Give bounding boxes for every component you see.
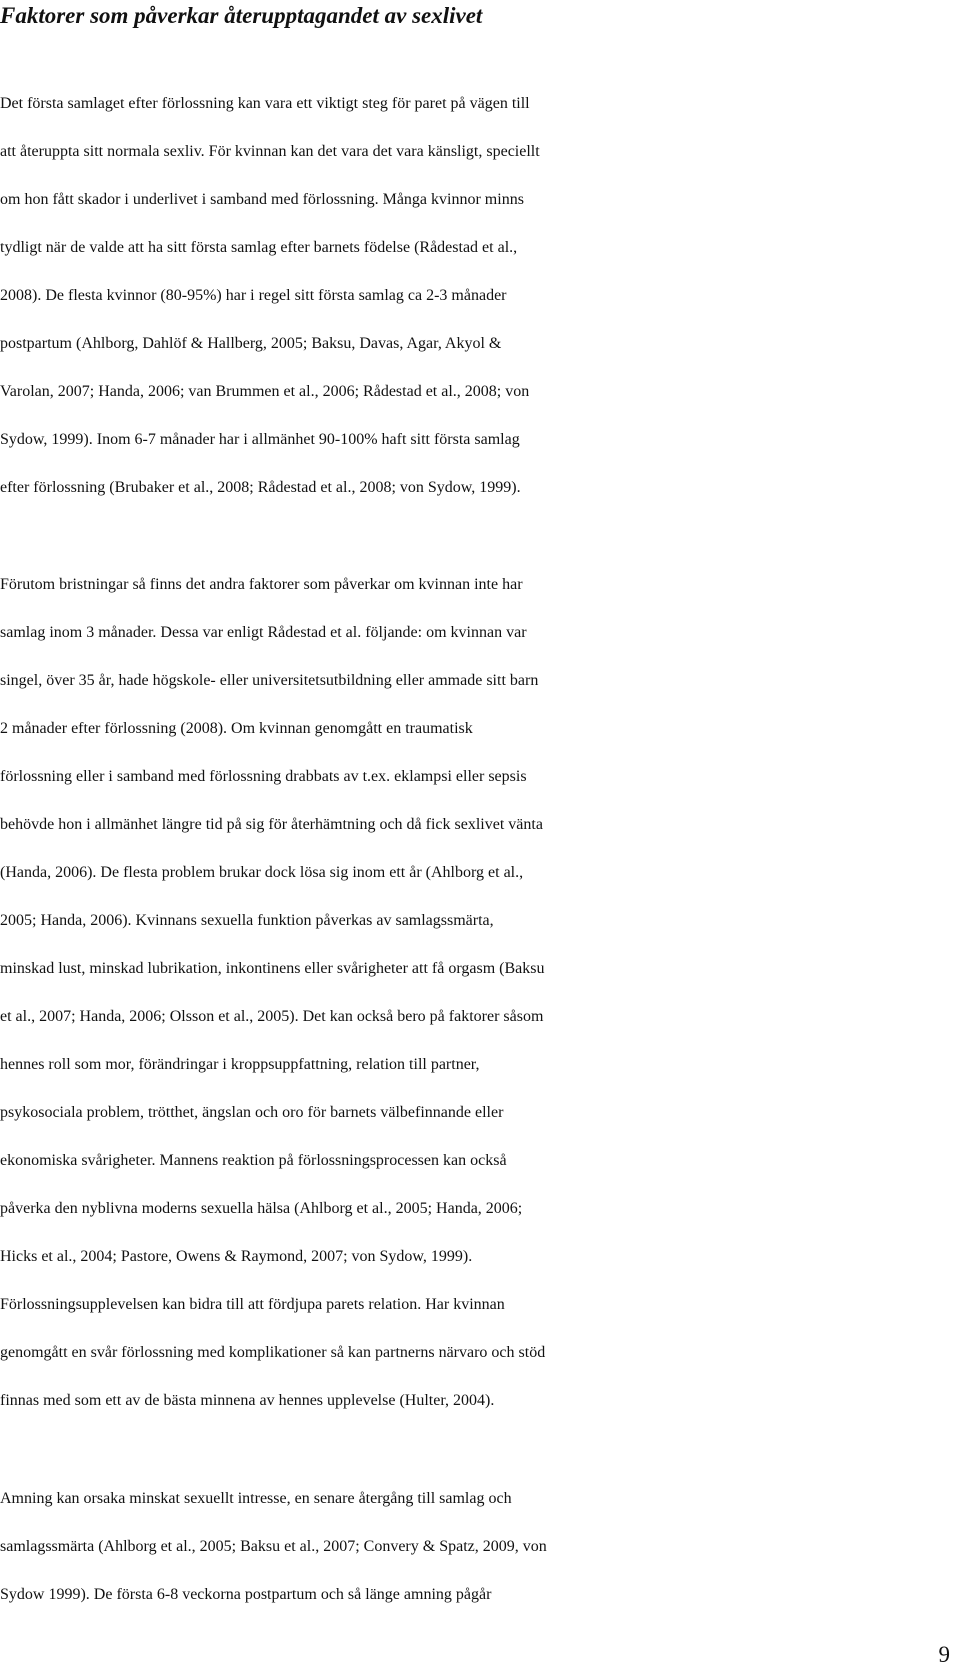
text-line: om hon fått skador i underlivet i samband med förlossning. Många kvinnor minns [0,191,524,208]
text-line: (Handa, 2006). De flesta problem brukar dock lösa sig inom ett år (Ahlborg et al., [0,864,524,881]
text-line: singel, över 35 år, hade högskole- eller universitetsutbildning eller ammade sitt barn [0,672,539,689]
text-line: samlag inom 3 månader. Dessa var enligt Rådestad et al. följande: om kvinnan var [0,624,527,641]
text-line: 2008). De flesta kvinnor (80-95%) har i regel sitt första samlag ca 2-3 månader [0,287,507,304]
text-line: att återuppta sitt normala sexliv. För kvinnan kan det vara det vara känsligt, speciellt [0,143,540,160]
text-line: psykosociala problem, trötthet, ängslan och oro för barnets välbefinnande eller [0,1104,504,1121]
text-line: hennes roll som mor, förändringar i kroppsuppfattning, relation till partner, [0,1056,480,1073]
text-line: förlossning eller i samband med förlossning drabbats av t.ex. eklampsi eller sepsis [0,768,527,785]
text-line: Sydow, 1999). Inom 6-7 månader har i allmänhet 90-100% haft sitt första samlag [0,431,520,448]
text-line: samlagssmärta (Ahlborg et al., 2005; Baksu et al., 2007; Convery & Spatz, 2009, von [0,1538,547,1555]
text-line: påverka den nyblivna moderns sexuella hälsa (Ahlborg et al., 2005; Handa, 2006; [0,1200,523,1217]
text-line: ekonomiska svårigheter. Mannens reaktion på förlossningsprocessen kan också [0,1152,507,1169]
text-line: Varolan, 2007; Handa, 2006; van Brummen et al., 2006; Rådestad et al., 2008; von [0,383,530,400]
text-line: efter förlossning (Brubaker et al., 2008; Rådestad et al., 2008; von Sydow, 1999). [0,479,521,496]
text-line: finnas med som ett av de bästa minnena av hennes upplevelse (Hulter, 2004). [0,1392,495,1409]
text-line: 2005; Handa, 2006). Kvinnans sexuella funktion påverkas av samlagssmärta, [0,912,494,929]
text-line: Det första samlaget efter förlossning kan vara ett viktigt steg för paret på vägen till [0,95,530,112]
paragraph-first-intercourse [0,80,960,512]
text-line: Hicks et al., 2004; Pastore, Owens & Raymond, 2007; von Sydow, 1999). [0,1248,473,1265]
text-line: 2 månader efter förlossning (2008). Om kvinnan genomgått en traumatisk [0,720,473,737]
text-line: genomgått en svår förlossning med komplikationer så kan partnerns närvaro och stöd [0,1344,546,1361]
text-line: behövde hon i allmänhet längre tid på sig för återhämtning och då fick sexlivet vänta [0,816,543,833]
section-heading: Faktorer som påverkar återupptagandet av sexlivet [0,3,483,28]
page-number: 9 [938,1642,950,1667]
text-line: Förutom bristningar så finns det andra faktorer som påverkar om kvinnan inte har [0,576,523,593]
text-line: postpartum (Ahlborg, Dahlöf & Hallberg, 2005; Baksu, Davas, Agar, Akyol & [0,335,502,352]
paragraph-other-factors [0,561,960,1425]
text-line: Sydow 1999). De första 6-8 veckorna postpartum och så länge amning pågår [0,1586,492,1603]
text-line: et al., 2007; Handa, 2006; Olsson et al., 2005). Det kan också bero på faktorer såsom [0,1008,544,1025]
text-line: Amning kan orsaka minskat sexuellt intresse, en senare återgång till samlag och [0,1490,512,1507]
text-line: tydligt när de valde att ha sitt första samlag efter barnets födelse (Rådestad et al., [0,239,518,256]
text-line: minskad lust, minskad lubrikation, inkontinens eller svårigheter att få orgasm (Baksu [0,960,545,977]
paragraph-breastfeeding [0,1475,960,1619]
text-line: Förlossningsupplevelsen kan bidra till att fördjupa parets relation. Har kvinnan [0,1296,505,1313]
